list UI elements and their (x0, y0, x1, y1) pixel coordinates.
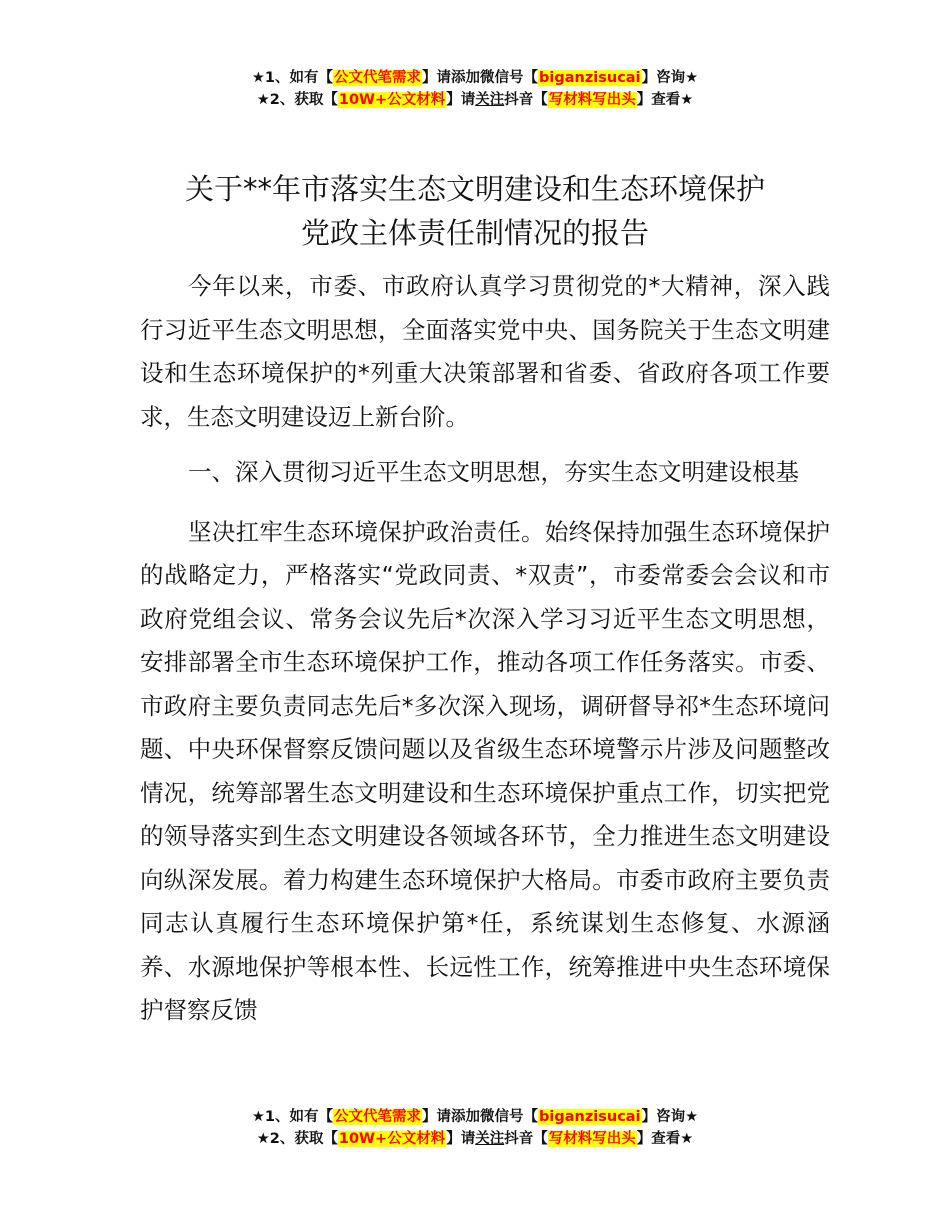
title-line-2: 党政主体责任制情况的报告 (300, 216, 649, 250)
document-body (140, 265, 830, 1033)
banner-highlight: 写材料写出头 (548, 1131, 636, 1147)
banner-line-2 (0, 89, 950, 111)
banner-highlight: 公文代笔需求 (334, 1109, 422, 1125)
banner-text: 】请 (446, 1131, 476, 1147)
banner-text: 】请 (446, 92, 476, 108)
title-line-1: 关于**年市落实生态文明建设和生态环境保护 (184, 172, 765, 206)
banner-highlight: 写材料写出头 (548, 92, 636, 108)
banner-text: 抖音【 (504, 92, 548, 108)
banner-text: ★1、如有【 (251, 1109, 334, 1125)
banner-line-2 (0, 1128, 950, 1150)
banner-highlight: 10W+公文材料 (338, 1131, 446, 1147)
banner-text: ★1、如有【 (251, 70, 334, 86)
banner-highlight: biganzisucai (539, 70, 641, 86)
paragraph-body: 坚决扛牢生态环境保护政治责任。始终保持加强生态环境保护的战略定力，严格落实“党政同责、*双责”，市委常委会会议和市政府党组会议、常务会议先后*次深入学习习近平生态文明思想，安排部署全市生态环境保护工作，推动各项工作任务落实。市委、市政府主要负责同志先后*多次深入现场，调研督导祁*生态环境问题、中央环保督察反馈问题以及省级生态环境警示片涉及问题整改情况，统筹部署生态文明建设和生态环境保护重点工作，切实把党的领导落实到生态文明建设各领域各环节，全力推进生态文明建设向纵深发展。着力构建生态环境保护大格局。市委市政府主要负责同志认真履行生态环境保护第*任，系统谋划生态修复、水源涵养、水源地保护等根本性、长远性工作，统筹推进中央生态环境保护督察反馈 (140, 517, 830, 1024)
banner-highlight: 公文代笔需求 (334, 70, 422, 86)
banner-text: 】查看★ (636, 1131, 694, 1147)
banner-line-1 (0, 1106, 950, 1128)
banner-line-1 (0, 67, 950, 89)
banner-text: 】请添加微信号【 (422, 70, 539, 86)
banner-underlined-text: 关注 (475, 92, 505, 108)
banner-highlight: 10W+公文材料 (338, 92, 446, 108)
paragraph-intro: 今年以来，市委、市政府认真学习贯彻党的*大精神，深入践行习近平生态文明思想，全面落实党中央、国务院关于生态文明建设和生态环境保护的*列重大决策部署和省委、省政府各项工作要求，生态文明建设迈上新台阶。 (140, 272, 830, 431)
banner-text: 】咨询★ (641, 1109, 699, 1125)
banner-text: 抖音【 (504, 1131, 548, 1147)
banner-text: ★2、获取【 (256, 92, 338, 108)
document-title (0, 167, 950, 255)
footer-banner (0, 1106, 950, 1150)
banner-underlined-text: 关注 (475, 1131, 505, 1147)
header-banner (0, 67, 950, 111)
banner-text: 】咨询★ (641, 70, 699, 86)
banner-text: 】请添加微信号【 (422, 1109, 539, 1125)
banner-highlight: biganzisucai (539, 1109, 641, 1125)
section-heading: 一、深入贯彻习近平生态文明思想，夯实生态文明建设根基 (188, 458, 799, 486)
banner-text: 】查看★ (636, 92, 694, 108)
banner-text: ★2、获取【 (256, 1131, 338, 1147)
